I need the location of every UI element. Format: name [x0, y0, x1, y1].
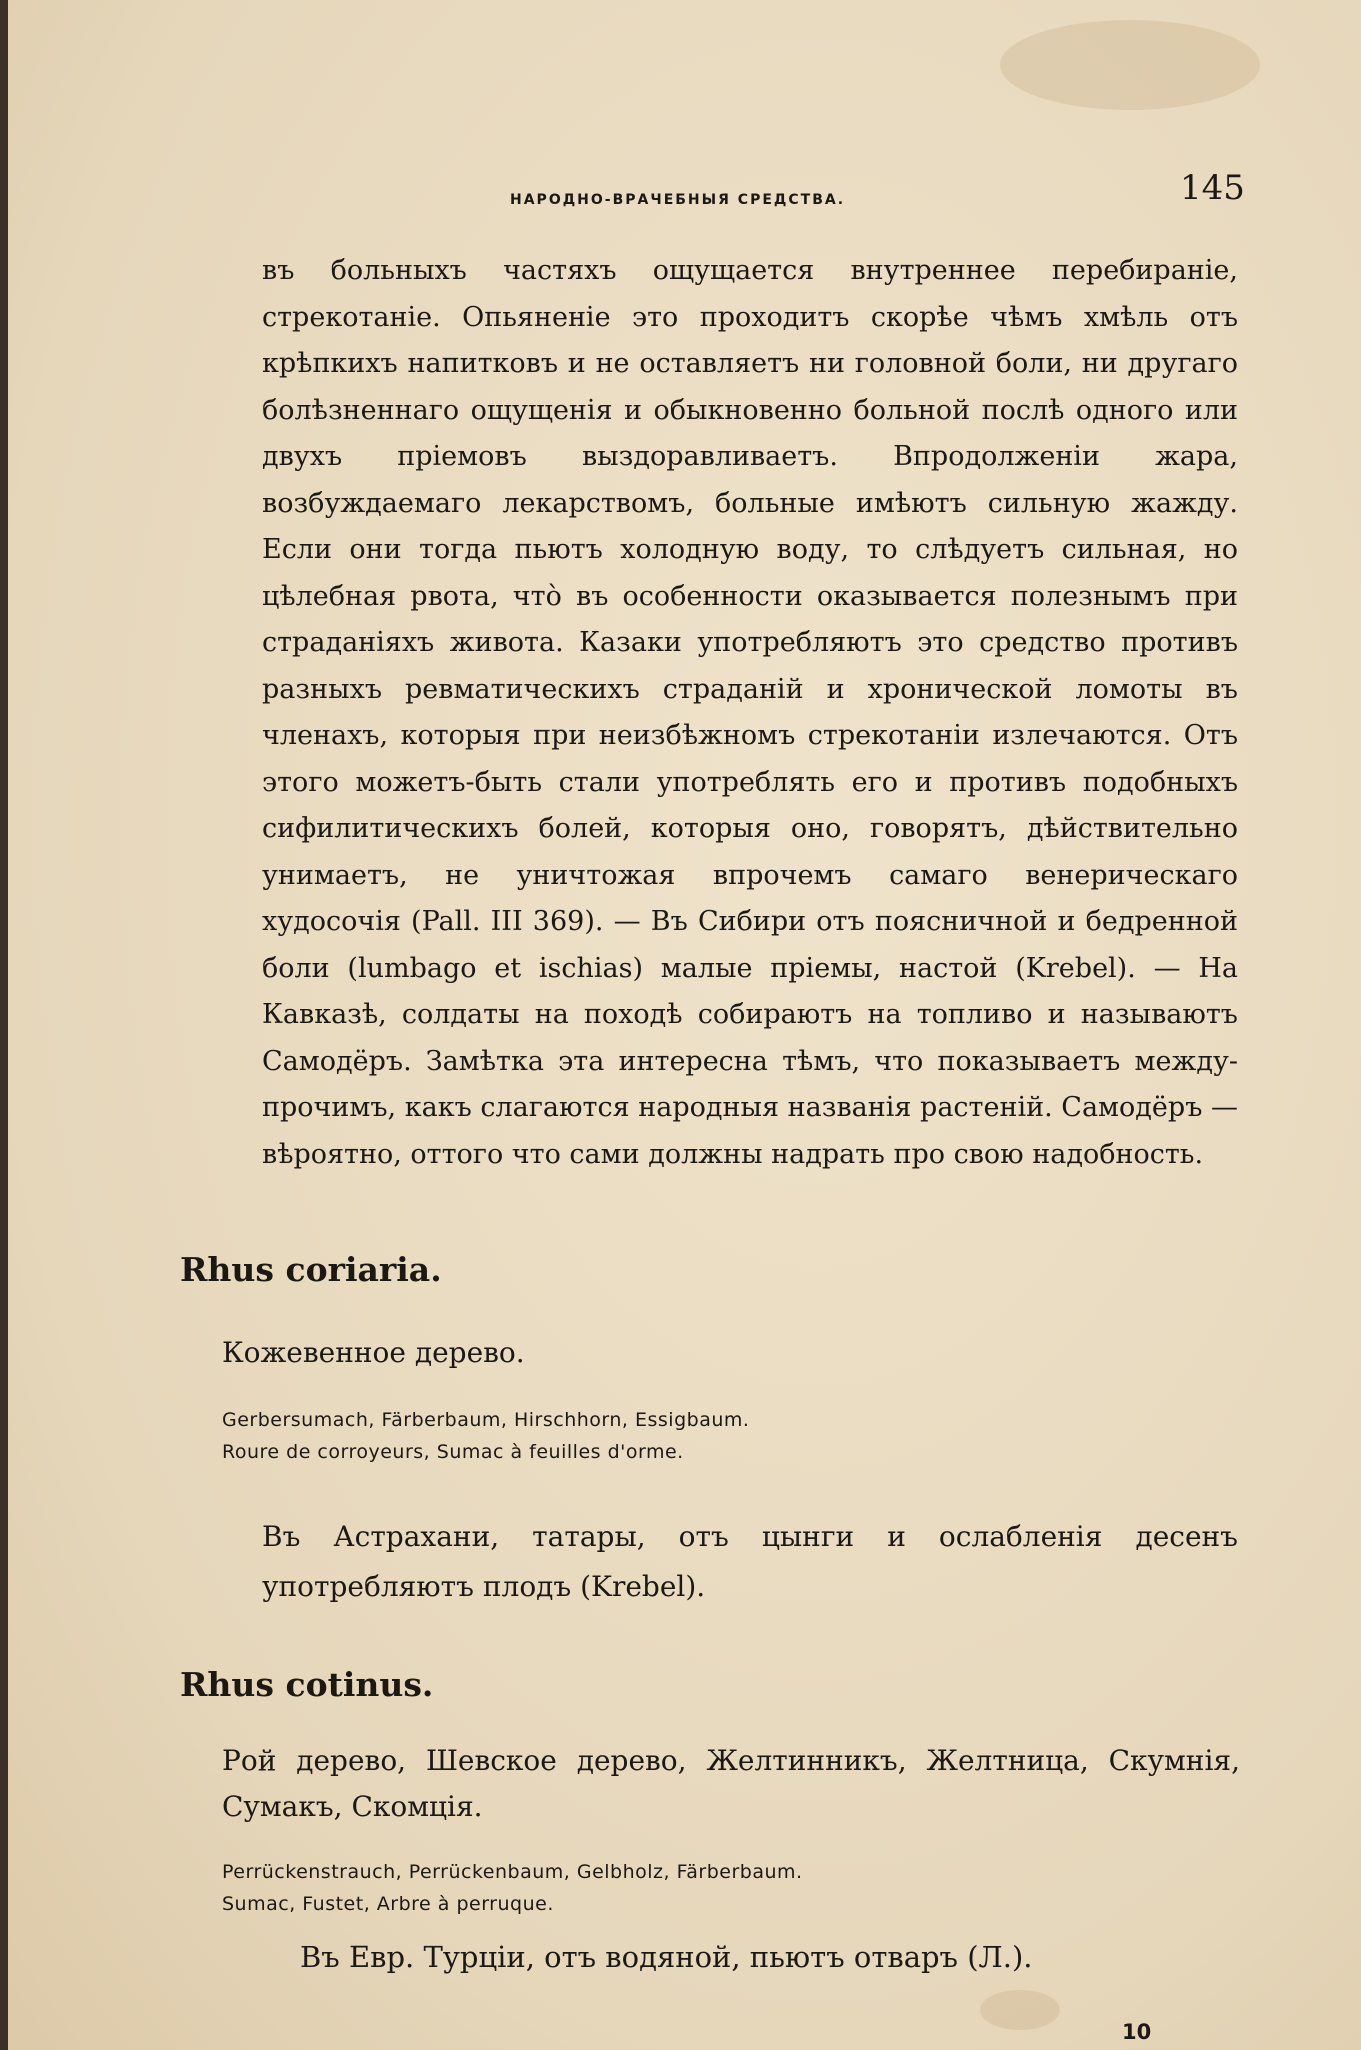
- synonym-line-german: Gerbersumach, Färberbaum, Hirschhorn, Essigbaum.: [222, 1409, 750, 1431]
- paper-stain: [980, 1990, 1060, 2030]
- page-number: 145: [1180, 168, 1245, 208]
- synonym-line-french: Sumac, Fustet, Arbre à perruque.: [222, 1893, 554, 1915]
- entry-heading-rhus-cotinus: Rhus cotinus.: [180, 1665, 434, 1704]
- page-edge-shadow: [0, 0, 8, 2050]
- continuation-paragraph: въ больныхъ частяхъ ощущается внутреннее перебираніе, стрекотаніе. Опьяненіе это проходитъ скорѣе чѣмъ хмѣль отъ крѣпкихъ напитковъ и не оставляетъ ни головной боли, ни другаго болѣзненнаго ощущенія и обыкновенно больной послѣ одного или двухъ пріемовъ выздоравливаетъ. Впродолженіи жара, возбуждаемаго лекарствомъ, больные имѣютъ сильную жажду. Если они тогда пьютъ холодную воду, то слѣдуетъ сильная, но цѣлебная рвота, чтò въ особенности оказывается полезнымъ при страданіяхъ живота. Казаки употребляютъ это средство противъ разныхъ ревматическихъ страданій и хронической ломоты въ членахъ, которыя при неизбѣжномъ стрекотаніи излечаются. Отъ этого можетъ-быть стали употреблять его и противъ подобныхъ сифилитическихъ болей, которыя оно, говорятъ, дѣйствительно унимаетъ, не уничтожая впрочемъ самаго венерическаго худосочія (Pall. III 369). — Въ Сибири отъ поясничной и бедренной боли (lumbago et ischias) малые пріемы, настой (Krebel). — На Кавказѣ, солдаты на походѣ собираютъ на топливо и называютъ Самодёръ. Замѣтка эта интересна тѣмъ, что показываетъ между-прочимъ, какъ слагаются народныя названія растеній. Самодёръ — вѣроятно, оттого что сами должны надрать про свою надобность.: [262, 255, 1238, 1170]
- common-names-rhus-cotinus: Рой дерево, Шевское дерево, Желтинникъ, Желтница, Скумнія, Сумакъ, Скомція.: [222, 1744, 1240, 1823]
- running-title: НАРОДНО-ВРАЧЕБНЫЯ СРЕДСТВА.: [510, 192, 846, 208]
- entry-text-rhus-cotinus: Въ Евр. Турціи, отъ водяной, пьютъ отваръ (Л.).: [300, 1940, 1033, 1974]
- signature-mark: 10: [1122, 2020, 1152, 2044]
- entry-text-rhus-coriaria: Въ Астрахани, татары, отъ цынги и ослабленія десенъ употребляютъ плодъ (Krebel).: [262, 1520, 1238, 1603]
- synonym-line-french: Roure de corroyeurs, Sumac à feuilles d'orme.: [222, 1441, 684, 1463]
- paper-stain: [1000, 20, 1260, 110]
- common-names-rhus-coriaria: Кожевенное дерево.: [222, 1336, 525, 1369]
- synonyms-rhus-cotinus: [222, 1856, 803, 1920]
- entry-heading-rhus-coriaria: Rhus coriaria.: [180, 1250, 442, 1289]
- synonym-line-german: Perrückenstrauch, Perrückenbaum, Gelbholz, Färberbaum.: [222, 1861, 803, 1883]
- synonyms-rhus-coriaria: [222, 1404, 749, 1468]
